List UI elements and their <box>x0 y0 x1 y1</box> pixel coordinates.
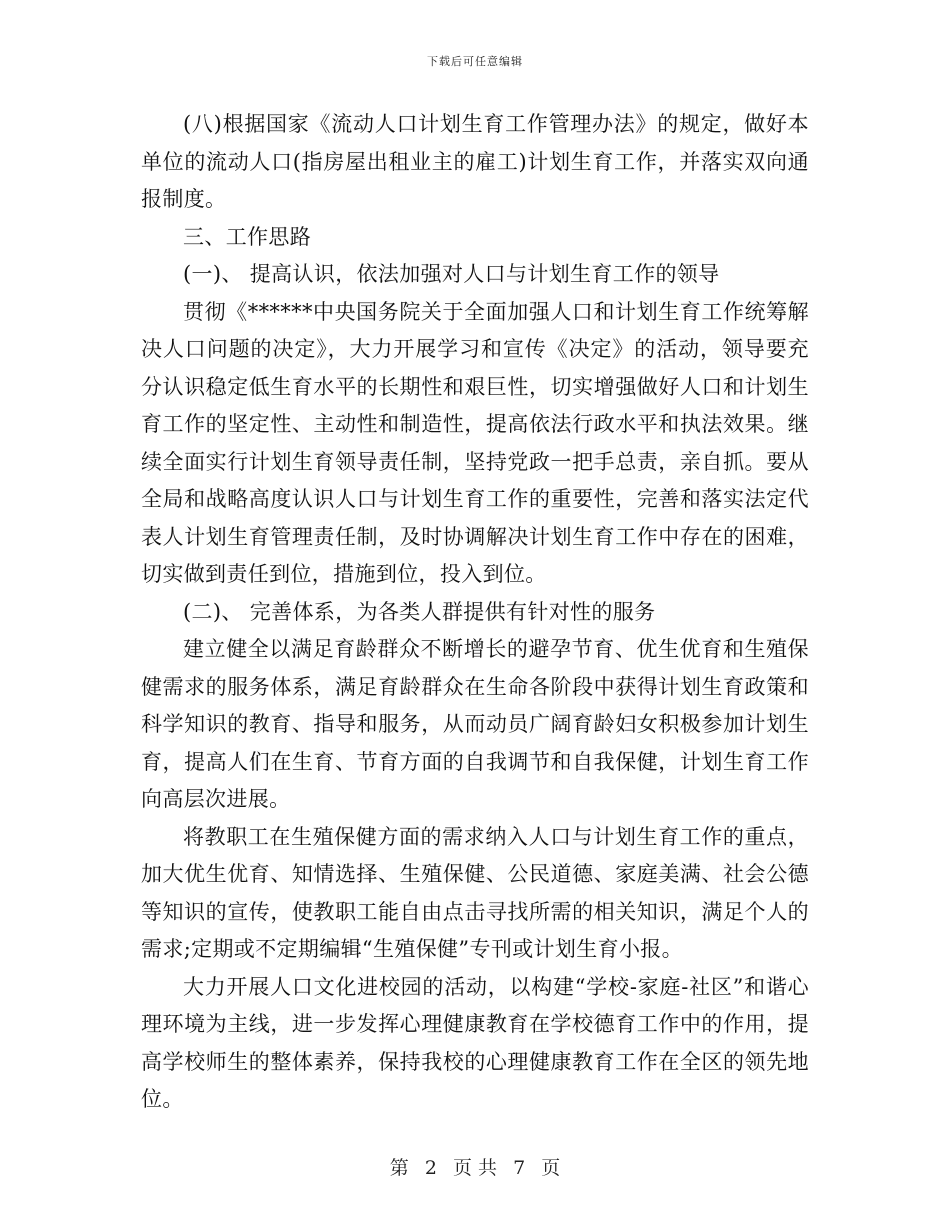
paragraph-culture-campus: 大力开展人口文化进校园的活动，以构建“学校-家庭-社区”和谐心理环境为主线，进一步发挥心理健康教育在学校德育工作中的作用，提高学校师生的整体素养，保持我校的心理健康教育工作在全区的领先地位。 <box>141 974 809 1111</box>
paragraph-staff-needs: 将教职工在生殖保健方面的需求纳入人口与计划生育工作的重点，加大优生优育、知情选择、生殖保健、公民道德、家庭美满、社会公德等知识的宣传，使教职工能自由点击寻找所需的相关知识，满足个人的需求;定期或不定期编辑“生殖保健”专刊或计划生育小报。 <box>141 824 809 961</box>
footer-middle: 页 共 <box>452 1157 498 1179</box>
section-heading-work-ideas: 三、工作思路 <box>183 224 312 249</box>
paragraph-service-system: 建立健全以满足育龄群众不断增长的避孕节育、优生优育和生殖保健需求的服务体系，满足育龄群众在生命各阶段中获得计划生育政策和科学知识的教育、指导和服务，从而动员广阔育龄妇女积极参加计划生育，提高人们在生育、节育方面的自我调节和自我保健，计划生育工作向高层次进展。 <box>141 637 809 811</box>
document-body <box>141 106 809 1119</box>
current-page-number: 2 <box>424 1157 437 1179</box>
footer-suffix: 页 <box>541 1157 561 1179</box>
subheading-2: (二)、 完善体系，为各类人群提供有针对性的服务 <box>183 599 656 624</box>
footer-prefix: 第 <box>389 1157 409 1179</box>
page-footer <box>0 1153 950 1180</box>
paragraph-implement-decision: 贯彻《******中央国务院关于全面加强人口和计划生育工作统筹解决人口问题的决定》，大力开展学习和宣传《决定》的活动，领导要充分认识稳定低生育水平的长期性和艰巨性，切实增强做好人口和计划生育工作的坚定性、主动性和制造性，提高依法行政水平和执法效果。继续全面实行计划生育领导责任制，坚持党政一把手总责，亲自抓。要从全局和战略高度认识人口与计划生育工作的重要性，完善和落实法定代表人计划生育管理责任制，及时协调解决计划生育工作中存在的困难，切实做到责任到位，措施到位，投入到位。 <box>141 299 809 586</box>
total-page-number: 7 <box>513 1157 526 1179</box>
subheading-1: (一)、 提高认识，依法加强对人口与计划生育工作的领导 <box>183 262 720 286</box>
paragraph-item-8: (八)根据国家《流动人口计划生育工作管理办法》的规定，做好本单位的流动人口(指房屋出租业主的雇工)计划生育工作，并落实双向通报制度。 <box>141 112 809 211</box>
page-header-note: 下载后可任意编辑 <box>427 55 523 68</box>
